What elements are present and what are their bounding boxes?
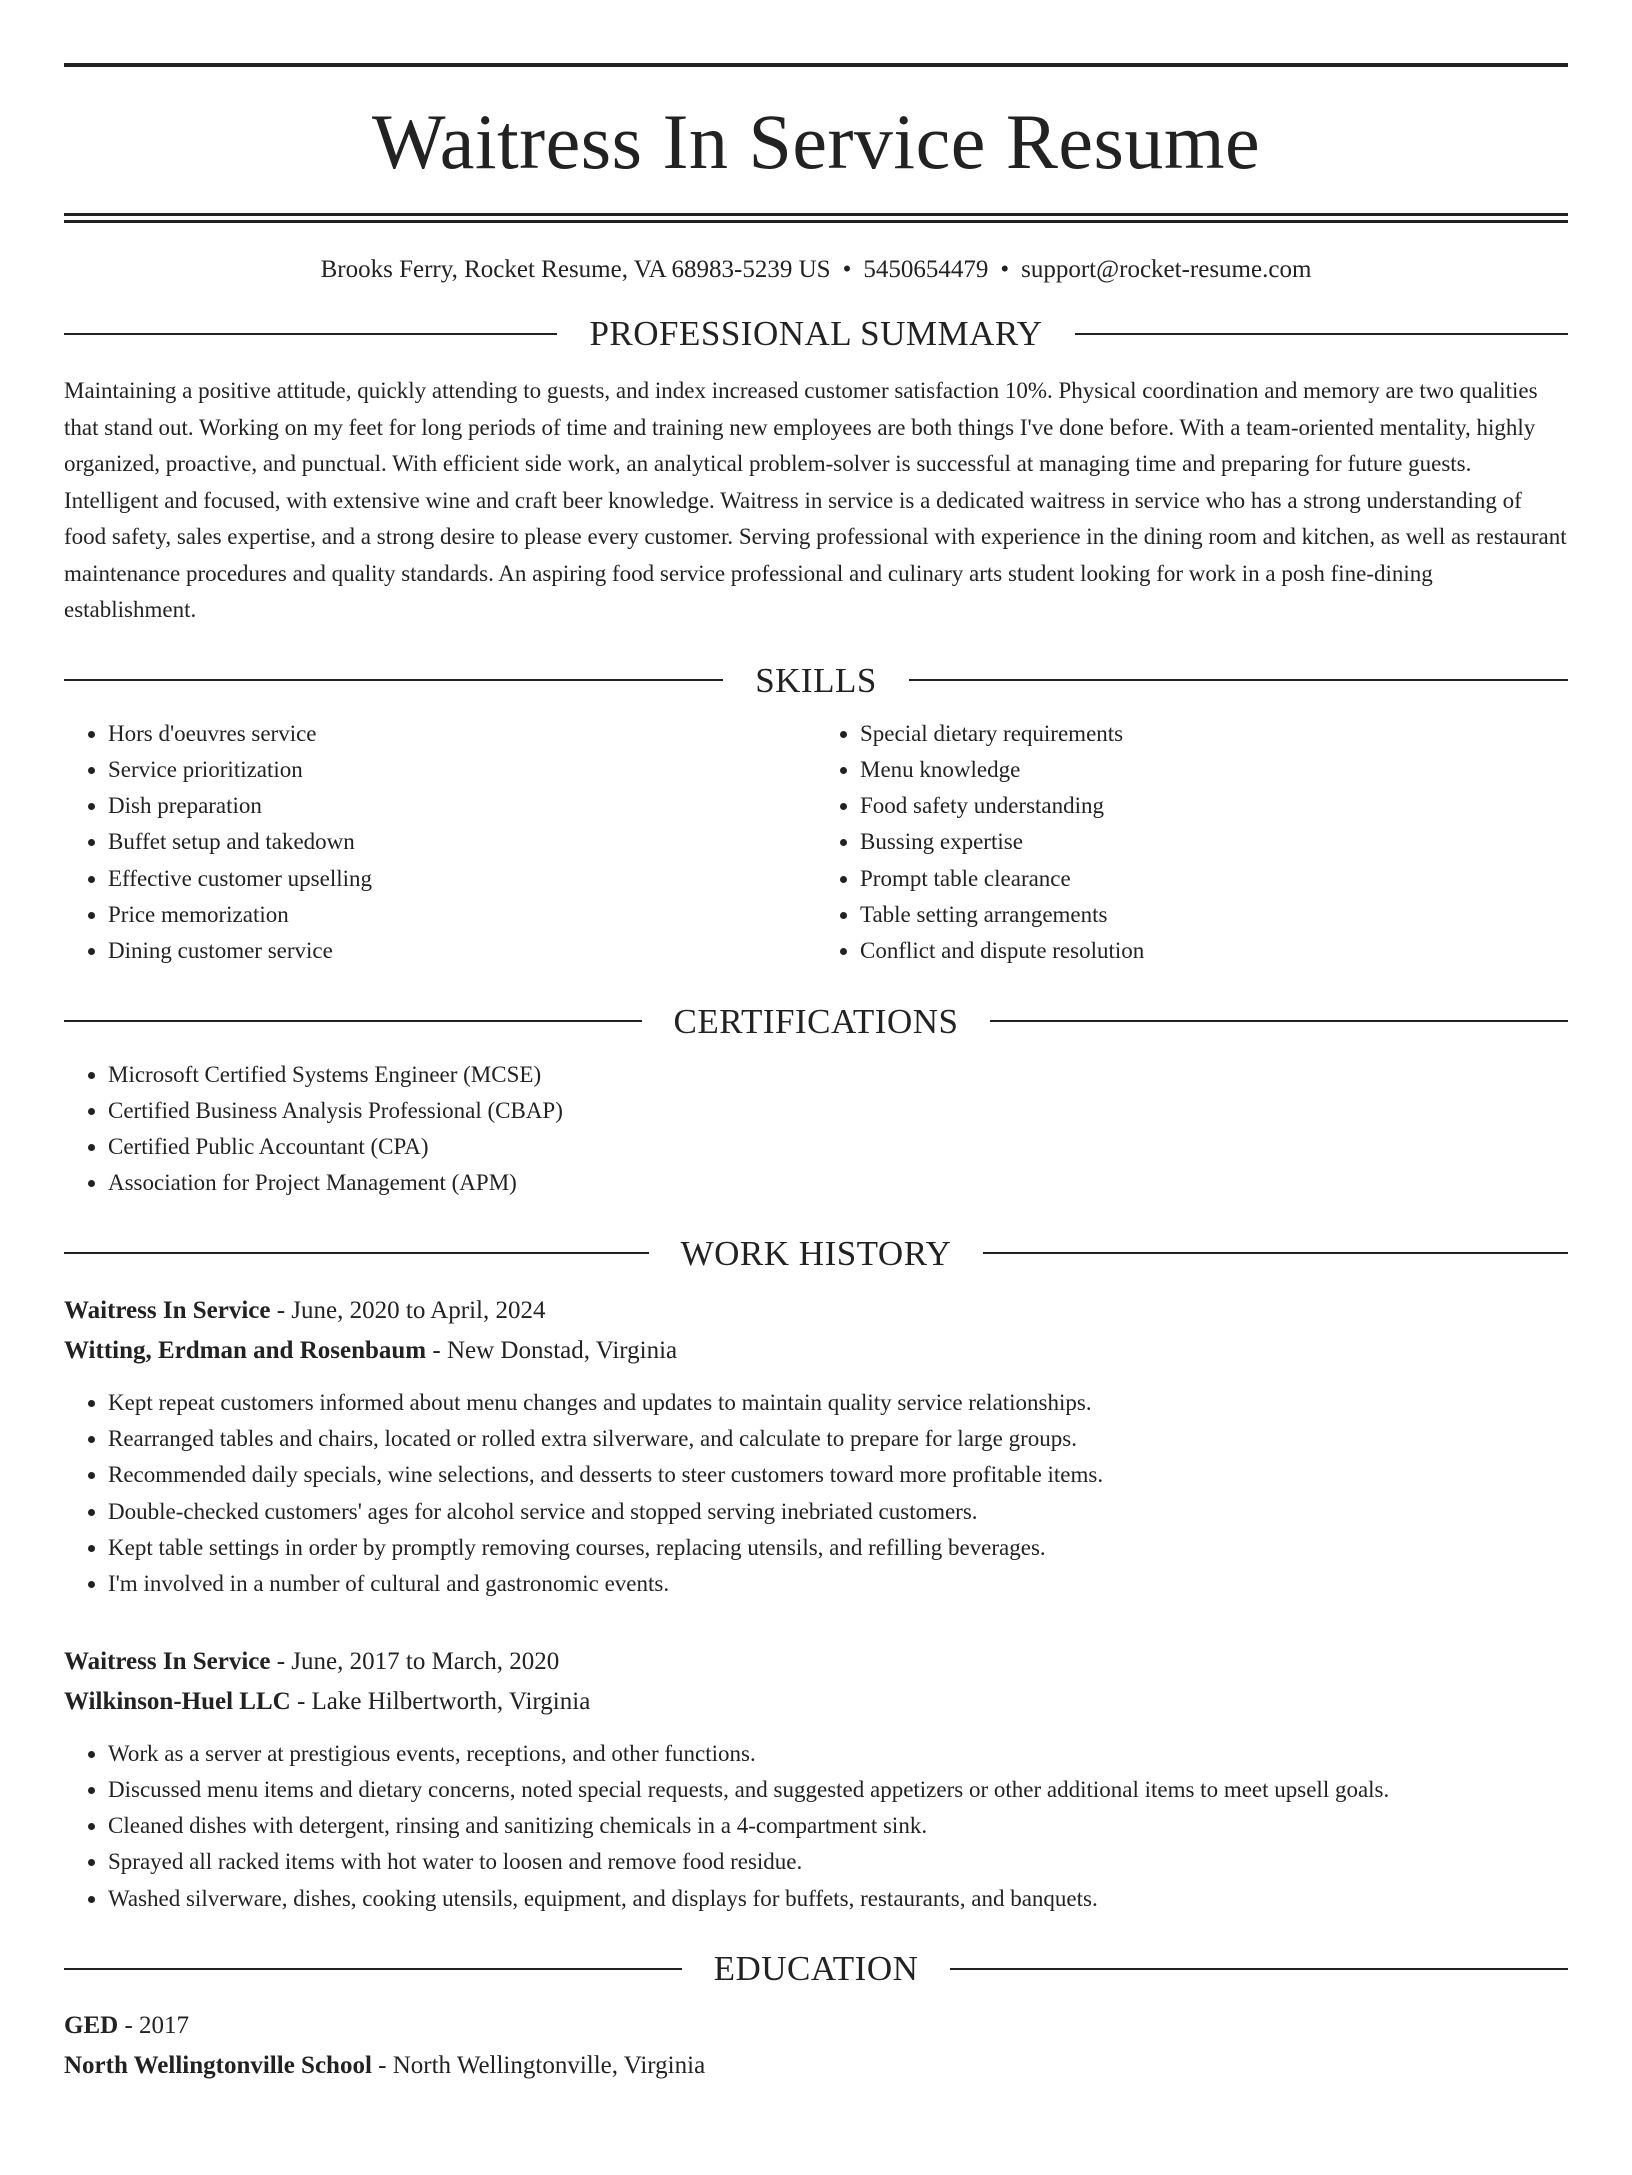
section-title: EDUCATION	[713, 1949, 919, 1989]
skill-item: • Service prioritization	[108, 752, 816, 788]
job-bullet: • Rearranged tables and chairs, located or rolled extra silverware, and calculate to prepare for large groups.	[108, 1421, 1568, 1457]
skill-item: • Dining customer service	[108, 933, 816, 969]
job-entry	[64, 1649, 1568, 1917]
skill-item: • Food safety understanding	[860, 788, 1568, 824]
education-school: North Wellingtonville School	[64, 2052, 372, 2080]
skill-item: • Buffet setup and takedown	[108, 824, 816, 860]
job-company: Wilkinson-Huel LLC	[64, 1687, 291, 1715]
job-bullet: • Discussed menu items and dietary concerns, noted special requests, and suggested appetizers or other additional items to meet upsell goals.	[108, 1772, 1568, 1808]
section-title: CERTIFICATIONS	[673, 1001, 959, 1041]
job-bullet: • Sprayed all racked items with hot water to loosen and remove food residue.	[108, 1844, 1568, 1880]
section-title: SKILLS	[755, 660, 877, 700]
job-bullet: • Washed silverware, dishes, cooking utensils, equipment, and displays for buffets, restaurants, and banquets.	[108, 1881, 1568, 1917]
job-dates: - June, 2017 to March, 2020	[270, 1647, 560, 1675]
heading-rule	[64, 1968, 682, 1970]
job-bullet: • Work as a server at prestigious events, receptions, and other functions.	[108, 1736, 1568, 1772]
section-heading-summary	[64, 316, 1568, 351]
skill-item: • Effective customer upselling	[108, 861, 816, 897]
skill-item: • Price memorization	[108, 897, 816, 933]
skill-item: • Conflict and dispute resolution	[860, 933, 1568, 969]
job-entry	[64, 1298, 1568, 1603]
resume-title: Waitress In Service Resume	[371, 98, 1261, 185]
skill-item: • Special dietary requirements	[860, 716, 1568, 752]
certification-item: • Microsoft Certified Systems Engineer (MCSE)	[108, 1057, 1568, 1093]
job-bullet: • Recommended daily specials, wine selections, and desserts to steer customers toward more profitable items.	[108, 1457, 1568, 1493]
skills-list-left	[64, 716, 816, 970]
skills-grid	[64, 698, 1568, 970]
education-year: - 2017	[118, 2012, 190, 2040]
skill-item: • Dish preparation	[108, 788, 816, 824]
section-heading-certifications	[64, 1001, 1568, 1041]
skill-item: • Menu knowledge	[860, 752, 1568, 788]
section-title: PROFESSIONAL SUMMARY	[589, 314, 1043, 353]
contact-line	[64, 257, 1568, 282]
heading-rule	[983, 1252, 1568, 1254]
job-bullets	[64, 1385, 1568, 1603]
education-school-line	[64, 2053, 1568, 2078]
section-heading-work-history	[64, 1233, 1568, 1273]
job-title: Waitress In Service	[64, 1296, 271, 1324]
section-heading-education	[64, 1949, 1568, 1989]
top-rule	[64, 63, 1568, 67]
job-bullet: • Kept repeat customers informed about menu changes and updates to maintain quality service relationships.	[108, 1385, 1568, 1421]
section-heading-skills	[64, 660, 1568, 700]
skills-list-right	[816, 716, 1568, 970]
job-dates: - June, 2020 to April, 2024	[270, 1296, 546, 1324]
contact-address: Brooks Ferry, Rocket Resume, VA 68983-5239 US	[320, 256, 831, 283]
job-company: Witting, Erdman and Rosenbaum	[64, 1336, 427, 1364]
heading-rule	[909, 679, 1568, 681]
heading-rule	[64, 1020, 642, 1022]
job-bullets	[64, 1736, 1568, 1917]
skill-item: • Bussing expertise	[860, 824, 1568, 860]
contact-separator: •	[1000, 256, 1010, 283]
heading-rule	[64, 1252, 649, 1254]
contact-email: support@rocket-resume.com	[1021, 256, 1312, 283]
heading-rule	[950, 1968, 1568, 1970]
certification-item: • Certified Public Accountant (CPA)	[108, 1129, 1568, 1165]
job-title-line	[64, 1298, 1568, 1323]
resume-page	[0, 63, 1632, 2175]
contact-separator: •	[842, 256, 852, 283]
skill-item: • Table setting arrangements	[860, 897, 1568, 933]
contact-phone: 5450654479	[863, 256, 989, 283]
job-bullet: • Double-checked customers' ages for alcohol service and stopped serving inebriated customers.	[108, 1494, 1568, 1530]
job-title-line	[64, 1649, 1568, 1674]
summary-text: Maintaining a positive attitude, quickly attending to guests, and index increased customer satisfaction 10%. Physical coordination and memory are two qualities that stand out. Working on my feet for long periods of time and training new employees are both things I've done before. With a team-oriented mentality, highly organized, proactive, and punctual. With efficient side work, an analytical problem-solver is successful at managing time and preparing for future guests. Intelligent and focused, with extensive wine and craft beer knowledge. Waitress in service is a dedicated waitress in service who has a strong understanding of food safety, sales expertise, and a strong desire to please every customer. Serving professional with experience in the dining room and kitchen, as well as restaurant maintenance procedures and quality standards. An aspiring food service professional and culinary arts student looking for work in a posh fine-dining establishment.	[64, 378, 1567, 622]
section-title: WORK HISTORY	[680, 1233, 952, 1273]
job-location: - Lake Hilbertworth, Virginia	[290, 1687, 591, 1715]
heading-rule	[64, 333, 557, 335]
job-bullet: • I'm involved in a number of cultural and gastronomic events.	[108, 1566, 1568, 1602]
education-degree: GED	[64, 2012, 119, 2040]
certifications-list	[64, 1057, 1568, 1202]
heading-rule	[64, 679, 723, 681]
heading-rule	[1075, 333, 1568, 335]
skill-item: • Prompt table clearance	[860, 861, 1568, 897]
job-company-line	[64, 1689, 1568, 1714]
job-company-line	[64, 1338, 1568, 1363]
job-title: Waitress In Service	[64, 1647, 271, 1675]
double-rule	[64, 213, 1568, 223]
heading-rule	[990, 1020, 1568, 1022]
certification-item: • Certified Business Analysis Professional (CBAP)	[108, 1093, 1568, 1129]
certification-item: • Association for Project Management (APM)	[108, 1165, 1568, 1201]
job-bullet: • Cleaned dishes with detergent, rinsing and sanitizing chemicals in a 4-compartment sink.	[108, 1808, 1568, 1844]
job-location: - New Donstad, Virginia	[426, 1336, 678, 1364]
education-location: - North Wellingtonville, Virginia	[371, 2052, 706, 2080]
education-degree-line	[64, 2013, 1568, 2038]
job-bullet: • Kept table settings in order by promptly removing courses, replacing utensils, and refilling beverages.	[108, 1530, 1568, 1566]
skill-item: • Hors d'oeuvres service	[108, 716, 816, 752]
